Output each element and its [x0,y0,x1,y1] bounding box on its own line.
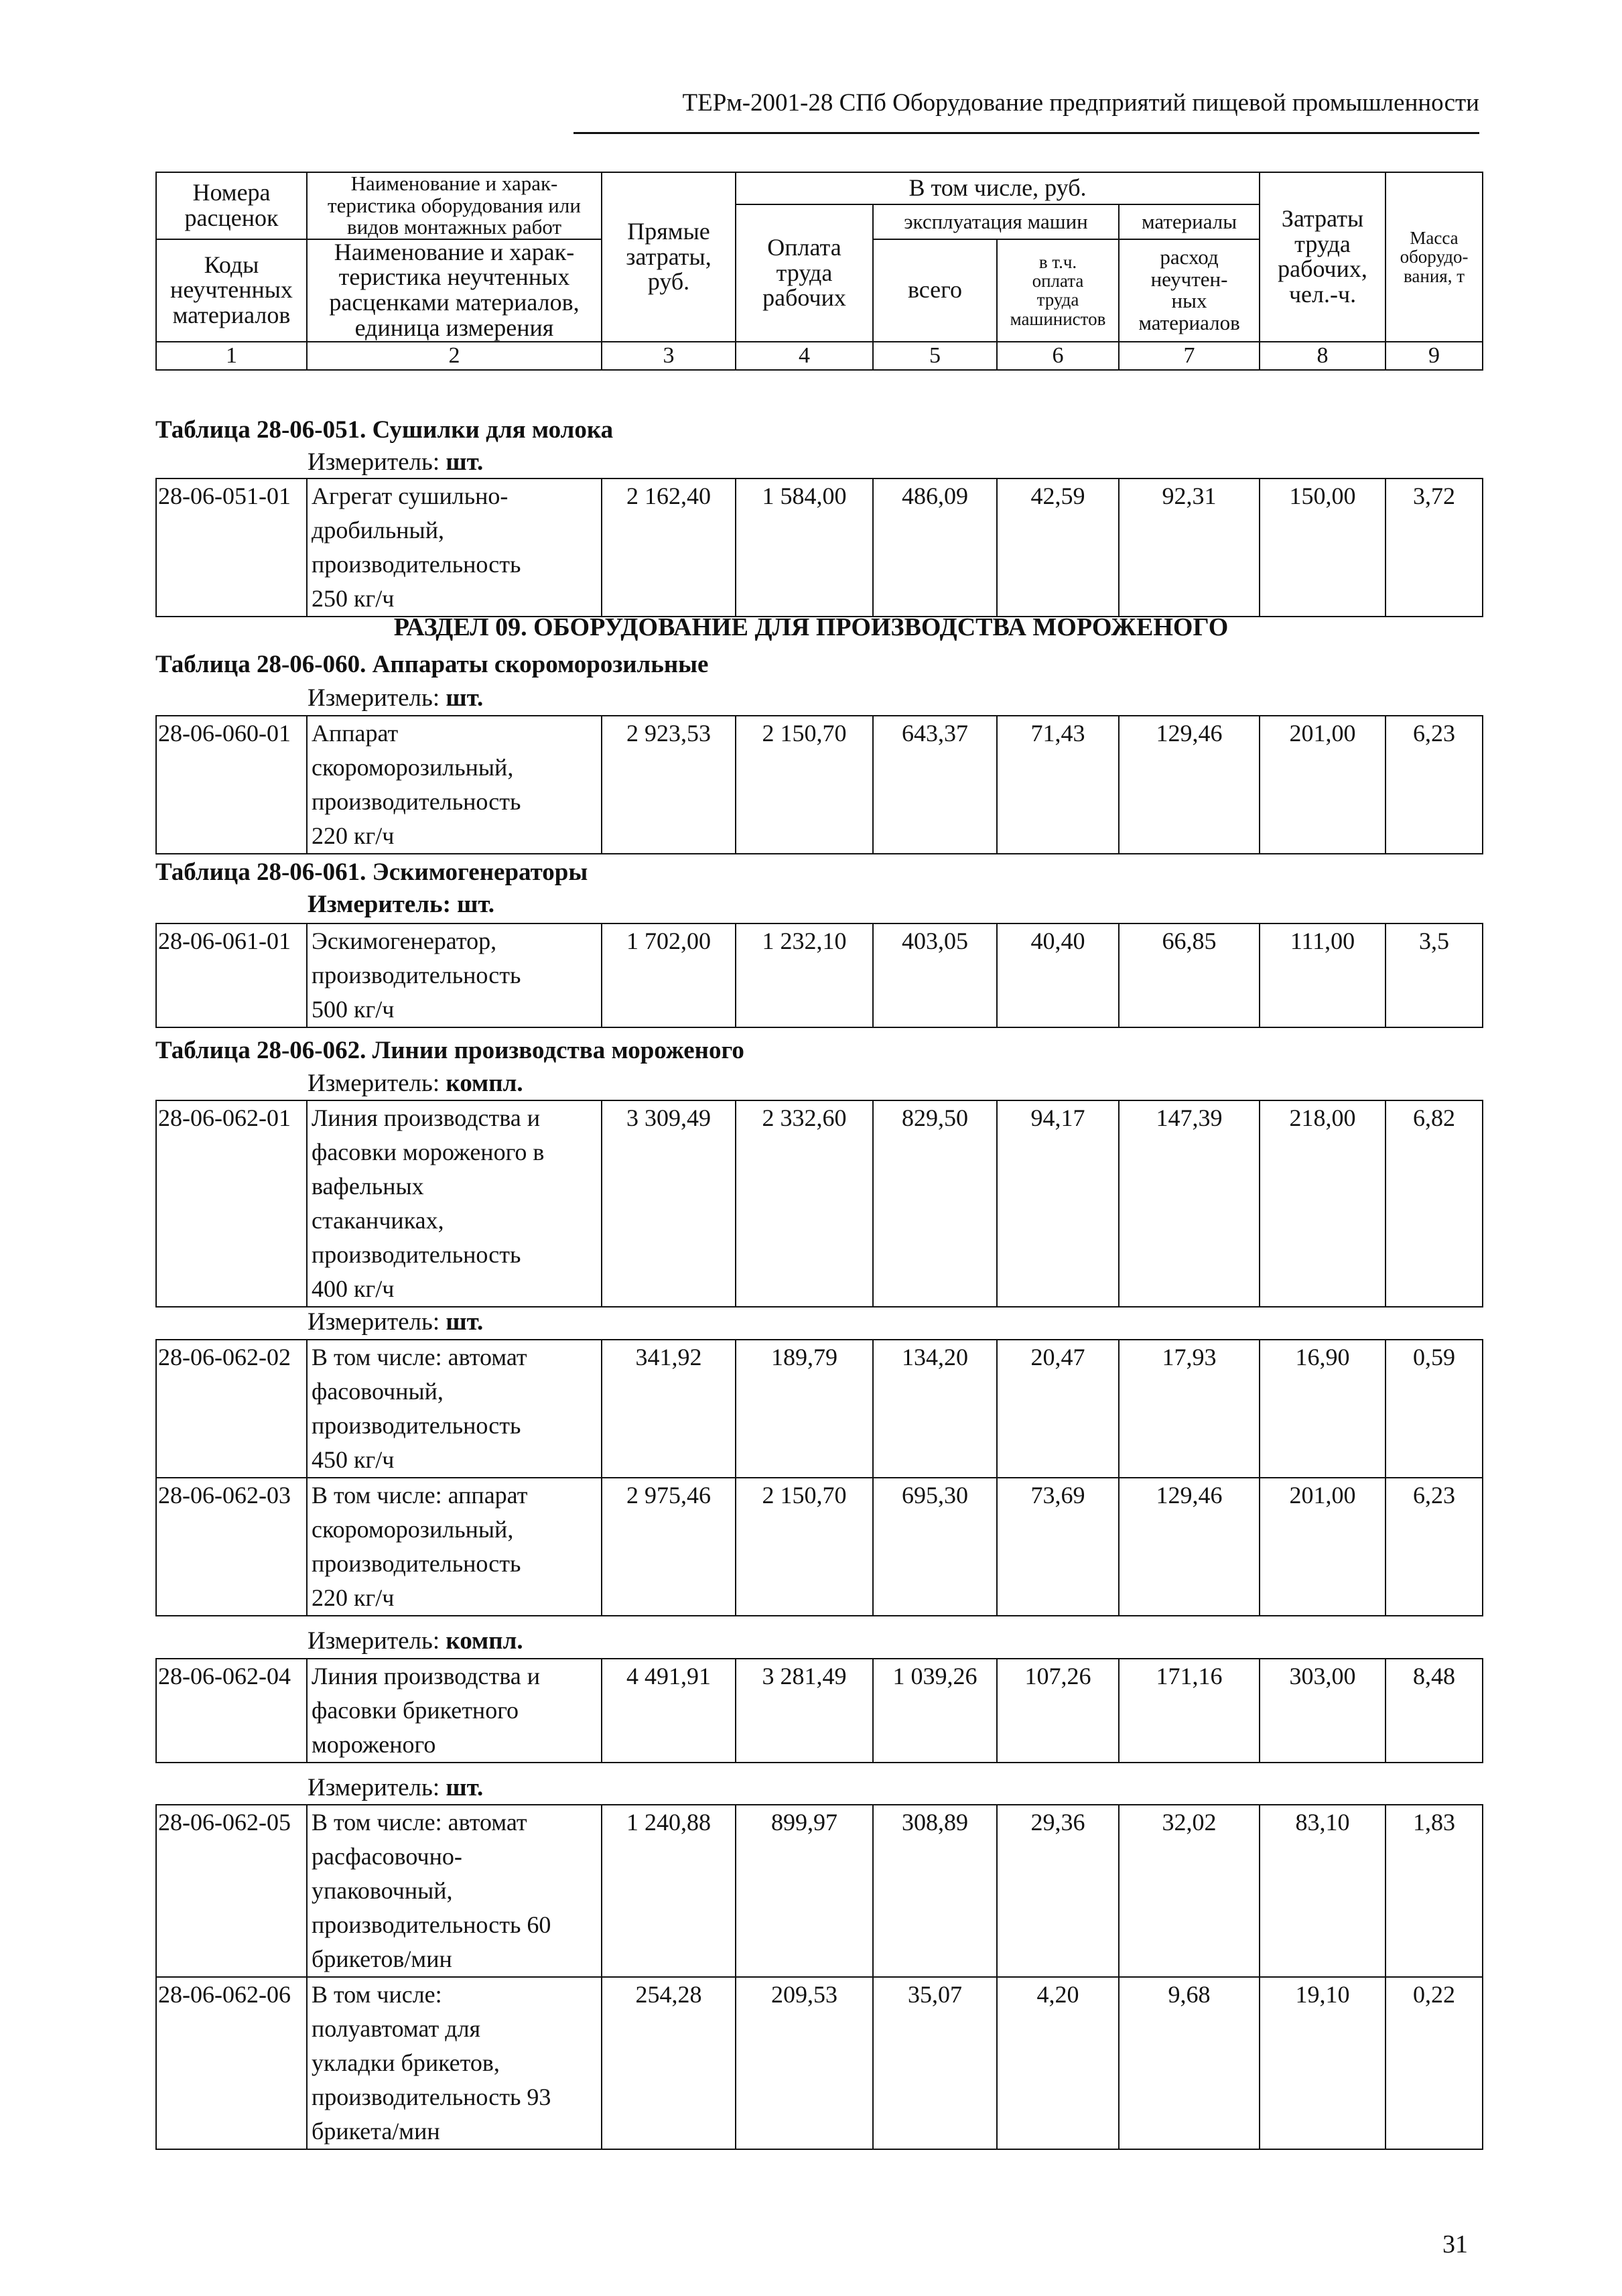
table-title-062: Таблица 28-06-062. Линии производства мороженого [155,1037,744,1064]
page-number: 31 [1442,2230,1468,2258]
measure-062-d: Измеритель: шт. [308,1774,484,1801]
rate-row-28-06-062-02: 28-06-062-02 В том числе: автомат фасовочный, производительность 450 кг/ч 341,92 189,79 134,20 20,47 17,93 16,90 0,59 [156,1340,1483,1478]
header-worker-pay: Оплата труда рабочих [736,204,873,342]
rate-row-28-06-060-01: 28-06-060-01 Аппарат скороморозильный, производительность 220 кг/ч 2 923,53 2 150,70 643,37 71,43 129,46 201,00 6,23 [156,716,1483,854]
table-title-061: Таблица 28-06-061. Эскимогенераторы [155,858,588,886]
rate-table-061 [155,923,1483,1028]
header-material-consumption: расход неучтен- ных материалов [1119,239,1260,342]
measure-061: Измеритель: шт. [308,891,495,918]
rate-row-28-06-062-04: 28-06-062-04 Линия производства и фасовки брикетного мороженого 4 491,91 3 281,49 1 039,26 107,26 171,16 303,00 8,48 [156,1659,1483,1763]
section-09-heading: РАЗДЕЛ 09. ОБОРУДОВАНИЕ ДЛЯ ПРОИЗВОДСТВА МОРОЖЕНОГО [393,613,1229,641]
rate-row-28-06-061-01: 28-06-061-01 Эскимогенератор, производительность 500 кг/ч 1 702,00 1 232,10 403,05 40,40 66,85 111,00 3,5 [156,923,1483,1027]
header-rate-numbers: Номера расценок [156,172,307,239]
header-operator-pay: в т.ч. оплата труда машинистов [997,239,1119,342]
rate-row-28-06-051-01: 28-06-051-01 Агрегат сушильно- дробильный, производительность 250 кг/ч 2 162,40 1 584,00 486,09 42,59 92,31 150,00 3,72 [156,479,1483,617]
measure-062-b: Измеритель: шт. [308,1308,484,1336]
measure-062-c: Измеритель: компл. [308,1627,523,1655]
rate-table-060 [155,715,1483,854]
rate-table-062-04 [155,1658,1483,1763]
column-number-row: 1 2 3 4 5 6 7 8 9 [156,342,1483,370]
header-rule [573,132,1479,134]
table-title-051: Таблица 28-06-051. Сушилки для молока [155,416,614,444]
measure-051: Измеритель: шт. [308,448,484,476]
rate-table-062-02 [155,1339,1483,1616]
measure-062-a: Измеритель: компл. [308,1070,523,1097]
table-title-060: Таблица 28-06-060. Аппараты скороморозильные [155,651,709,678]
header-material-name: Наименование и харак- теристика неучтенных расценками материалов, единица измерения [307,239,602,342]
header-machine-operation: эксплуатация машин [873,204,1119,239]
header-work-name: Наименование и харак- теристика оборудования или видов монтажных работ [307,172,602,239]
header-equipment-mass: Масса оборудо- вания, т [1386,172,1483,342]
header-materials: материалы [1119,204,1260,239]
column-header-table [155,172,1483,371]
header-direct-costs: Прямые затраты, руб. [602,172,736,342]
rate-row-28-06-062-03: 28-06-062-03 В том числе: аппарат скороморозильный, производительность 220 кг/ч 2 975,46 2 150,70 695,30 73,69 129,46 201,00 6,23 [156,1478,1483,1616]
rate-row-28-06-062-06: 28-06-062-06 В том числе: полуавтомат для укладки брикетов, производительность 93 брикета/мин 254,28 209,53 35,07 4,20 9,68 19,10 0,22 [156,1977,1483,2149]
header-unaccounted-codes: Коды неучтенных материалов [156,239,307,342]
rate-table-062-01 [155,1100,1483,1308]
header-machines-total: всего [873,239,997,342]
rate-table-062-05 [155,1804,1483,2150]
measure-060: Измеритель: шт. [308,684,484,712]
header-labor-costs: Затраты труда рабочих, чел.-ч. [1260,172,1386,342]
running-header: ТЕРм-2001-28 СПб Оборудование предприятий пищевой промышленности [682,89,1479,117]
rate-row-28-06-062-05: 28-06-062-05 В том числе: автомат расфасовочно- упаковочный, производительность 60 брикетов/мин 1 240,88 899,97 308,89 29,36 32,02 83,10 1,83 [156,1805,1483,1977]
rate-row-28-06-062-01: 28-06-062-01 Линия производства и фасовки мороженого в вафельных стаканчиках, производительность 400 кг/ч 3 309,49 2 332,60 829,50 94,17 147,39 218,00 6,82 [156,1100,1483,1307]
rate-table-051 [155,478,1483,617]
header-including: В том числе, руб. [736,172,1260,204]
